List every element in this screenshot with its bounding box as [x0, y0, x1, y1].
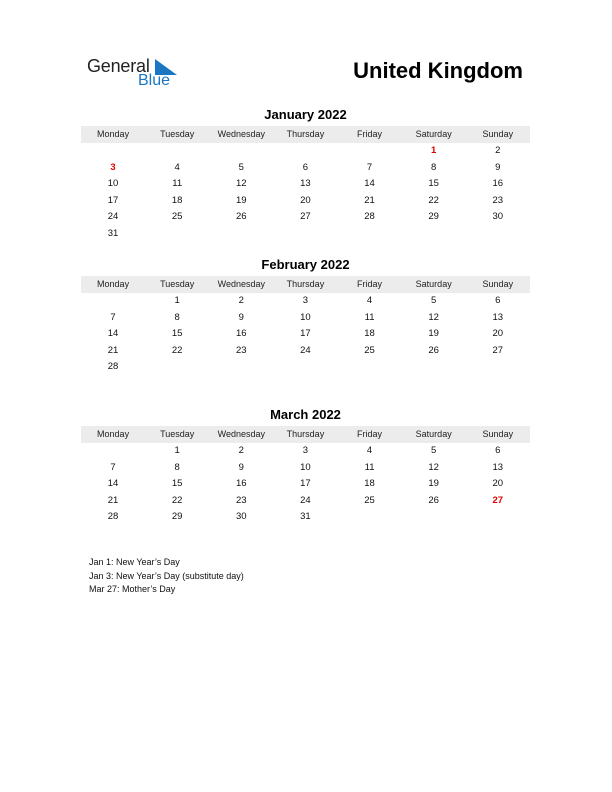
empty-day-cell	[338, 359, 402, 376]
day-cell: 22	[171, 494, 183, 506]
empty-day-cell	[145, 359, 209, 376]
day-cell: 28	[364, 211, 375, 223]
day-cell: 24	[300, 494, 311, 506]
day-cell: 19	[428, 328, 439, 340]
day-cell: 11	[364, 461, 375, 473]
day-cell: 10	[300, 461, 311, 473]
day-cell: 27	[300, 211, 311, 223]
week-row	[81, 310, 530, 327]
day-cell: 28	[107, 361, 119, 373]
logo-word-general: General	[87, 56, 150, 76]
weekday-header	[81, 126, 530, 143]
week-row	[81, 493, 530, 510]
weekday-label: Friday	[357, 279, 383, 289]
day-cell: 8	[431, 161, 437, 173]
day-cell: 16	[492, 178, 504, 190]
empty-day-cell	[209, 143, 273, 160]
day-cell: 31	[107, 227, 119, 239]
day-cell: 16	[236, 478, 247, 490]
day-cell: 20	[300, 194, 311, 206]
day-cell: 30	[492, 211, 504, 223]
day-cell: 16	[236, 328, 247, 340]
empty-day-cell	[273, 143, 337, 160]
day-cell: 5	[238, 161, 244, 173]
empty-day-cell	[402, 359, 466, 376]
day-cell: 26	[236, 211, 247, 223]
month-march	[81, 407, 530, 526]
weekday-label: Saturday	[415, 429, 452, 439]
day-cell: 2	[238, 295, 244, 306]
empty-day-cell	[145, 226, 209, 243]
day-cell: 15	[171, 328, 183, 340]
empty-day-cell	[209, 359, 273, 376]
holiday-day-cell: 3	[110, 161, 116, 173]
empty-day-cell	[338, 509, 402, 526]
logo-word-blue: Blue	[138, 72, 171, 89]
day-cell: 15	[171, 478, 183, 490]
week-row	[81, 509, 530, 526]
week-row	[81, 160, 530, 177]
day-cell: 1	[174, 445, 180, 456]
day-cell: 24	[300, 344, 311, 356]
day-cell: 10	[107, 178, 119, 190]
holiday-note: Mar 27: Mother’s Day	[89, 584, 176, 594]
day-cell: 6	[302, 161, 309, 173]
weekday-label: Thursday	[286, 429, 325, 439]
weekday-label: Tuesday	[160, 279, 195, 289]
empty-day-cell	[145, 143, 209, 160]
weekday-label: Sunday	[482, 429, 514, 439]
day-cell: 14	[107, 328, 119, 340]
day-cell: 23	[236, 344, 247, 356]
day-cell: 6	[495, 445, 501, 456]
day-cell: 1	[174, 295, 180, 306]
day-cell: 19	[236, 194, 247, 206]
day-cell: 4	[174, 161, 180, 173]
week-row	[81, 143, 530, 160]
holiday-note: Jan 1: New Year’s Day	[89, 557, 180, 567]
day-cell: 9	[238, 311, 244, 323]
day-cell: 17	[107, 194, 119, 206]
day-cell: 7	[366, 161, 373, 173]
weekday-label: Monday	[97, 429, 130, 439]
empty-day-cell	[209, 226, 273, 243]
empty-day-cell	[81, 293, 145, 310]
weekday-label: Wednesday	[217, 279, 265, 289]
week-row	[81, 443, 530, 460]
weekday-label: Saturday	[415, 129, 452, 139]
empty-day-cell	[338, 226, 402, 243]
logo	[87, 56, 187, 92]
weekday-label: Wednesday	[217, 429, 265, 439]
day-cell: 8	[174, 311, 180, 323]
month-title: January 2022	[264, 107, 347, 122]
empty-day-cell	[466, 359, 530, 376]
empty-day-cell	[466, 226, 530, 243]
holiday-notes	[89, 556, 244, 597]
weekday-label: Sunday	[482, 279, 514, 289]
week-row	[81, 460, 530, 477]
month-title: March 2022	[270, 407, 341, 422]
week-row	[81, 193, 530, 210]
day-cell: 17	[300, 478, 311, 490]
day-cell: 9	[238, 461, 244, 473]
week-row	[81, 326, 530, 343]
week-row	[81, 176, 530, 193]
month-february	[81, 257, 530, 376]
weekday-label: Wednesday	[217, 129, 265, 139]
country-title: United Kingdom	[353, 58, 523, 83]
day-cell: 17	[300, 328, 311, 340]
weekday-label: Saturday	[415, 279, 452, 289]
empty-day-cell	[466, 509, 530, 526]
weekday-label: Friday	[357, 429, 383, 439]
day-cell: 30	[236, 511, 247, 523]
day-cell: 31	[300, 511, 311, 523]
empty-day-cell	[81, 443, 145, 460]
day-cell: 14	[364, 178, 375, 190]
weekday-header	[81, 276, 530, 293]
day-cell: 18	[171, 194, 183, 206]
day-cell: 3	[302, 445, 309, 456]
day-cell: 23	[492, 194, 504, 206]
empty-day-cell	[402, 509, 466, 526]
week-row	[81, 476, 530, 493]
weekday-label: Tuesday	[160, 129, 195, 139]
empty-day-cell	[338, 143, 402, 160]
day-cell: 12	[236, 178, 247, 190]
day-cell: 4	[366, 295, 373, 306]
week-row	[81, 226, 530, 243]
day-cell: 5	[431, 445, 437, 456]
day-cell: 2	[495, 145, 501, 156]
month-title: February 2022	[261, 257, 350, 272]
empty-day-cell	[273, 226, 337, 243]
empty-day-cell	[81, 143, 145, 160]
day-cell: 2	[238, 445, 244, 456]
day-cell: 21	[107, 494, 119, 506]
day-cell: 12	[428, 461, 439, 473]
day-cell: 13	[492, 311, 504, 323]
day-cell: 23	[236, 494, 247, 506]
day-cell: 15	[428, 178, 439, 190]
day-cell: 11	[172, 178, 183, 190]
day-cell: 28	[107, 511, 119, 523]
day-cell: 12	[428, 311, 439, 323]
day-cell: 8	[174, 461, 180, 473]
day-cell: 26	[428, 494, 439, 506]
day-cell: 4	[366, 445, 373, 456]
weekday-label: Friday	[357, 129, 383, 139]
day-cell: 13	[300, 178, 311, 190]
day-cell: 20	[492, 328, 504, 340]
day-cell: 19	[428, 478, 439, 490]
day-cell: 13	[492, 461, 504, 473]
day-cell: 25	[364, 344, 375, 356]
day-cell: 5	[431, 295, 437, 306]
holiday-note: Jan 3: New Year’s Day (substitute day)	[89, 570, 244, 581]
day-cell: 26	[428, 344, 439, 356]
day-cell: 14	[107, 478, 119, 490]
day-cell: 18	[364, 328, 375, 340]
weekday-label: Monday	[97, 279, 130, 289]
day-cell: 22	[171, 344, 183, 356]
day-cell: 9	[495, 161, 501, 173]
day-cell: 29	[428, 211, 439, 223]
day-cell: 11	[364, 311, 375, 323]
day-cell: 7	[110, 461, 116, 473]
day-cell: 24	[107, 211, 119, 223]
weekday-label: Thursday	[286, 279, 325, 289]
day-cell: 25	[364, 494, 375, 506]
weekday-label: Monday	[97, 129, 130, 139]
day-cell: 27	[492, 344, 504, 356]
day-cell: 21	[107, 344, 119, 356]
holiday-day-cell: 1	[431, 145, 437, 156]
month-january	[81, 107, 530, 243]
day-cell: 7	[110, 311, 116, 323]
day-cell: 3	[302, 295, 309, 306]
week-row	[81, 293, 530, 310]
week-row	[81, 343, 530, 360]
day-cell: 25	[171, 211, 183, 223]
weekday-label: Tuesday	[160, 429, 195, 439]
day-cell: 21	[364, 194, 375, 206]
weekday-header	[81, 426, 530, 443]
day-cell: 22	[428, 194, 439, 206]
day-cell: 6	[495, 295, 501, 306]
empty-day-cell	[402, 226, 466, 243]
weekday-label: Thursday	[286, 129, 325, 139]
day-cell: 10	[300, 311, 311, 323]
holiday-day-cell: 27	[492, 494, 504, 506]
day-cell: 18	[364, 478, 375, 490]
weekday-label: Sunday	[482, 129, 514, 139]
empty-day-cell	[273, 359, 337, 376]
day-cell: 29	[171, 511, 183, 523]
week-row	[81, 209, 530, 226]
day-cell: 20	[492, 478, 504, 490]
week-row	[81, 359, 530, 376]
